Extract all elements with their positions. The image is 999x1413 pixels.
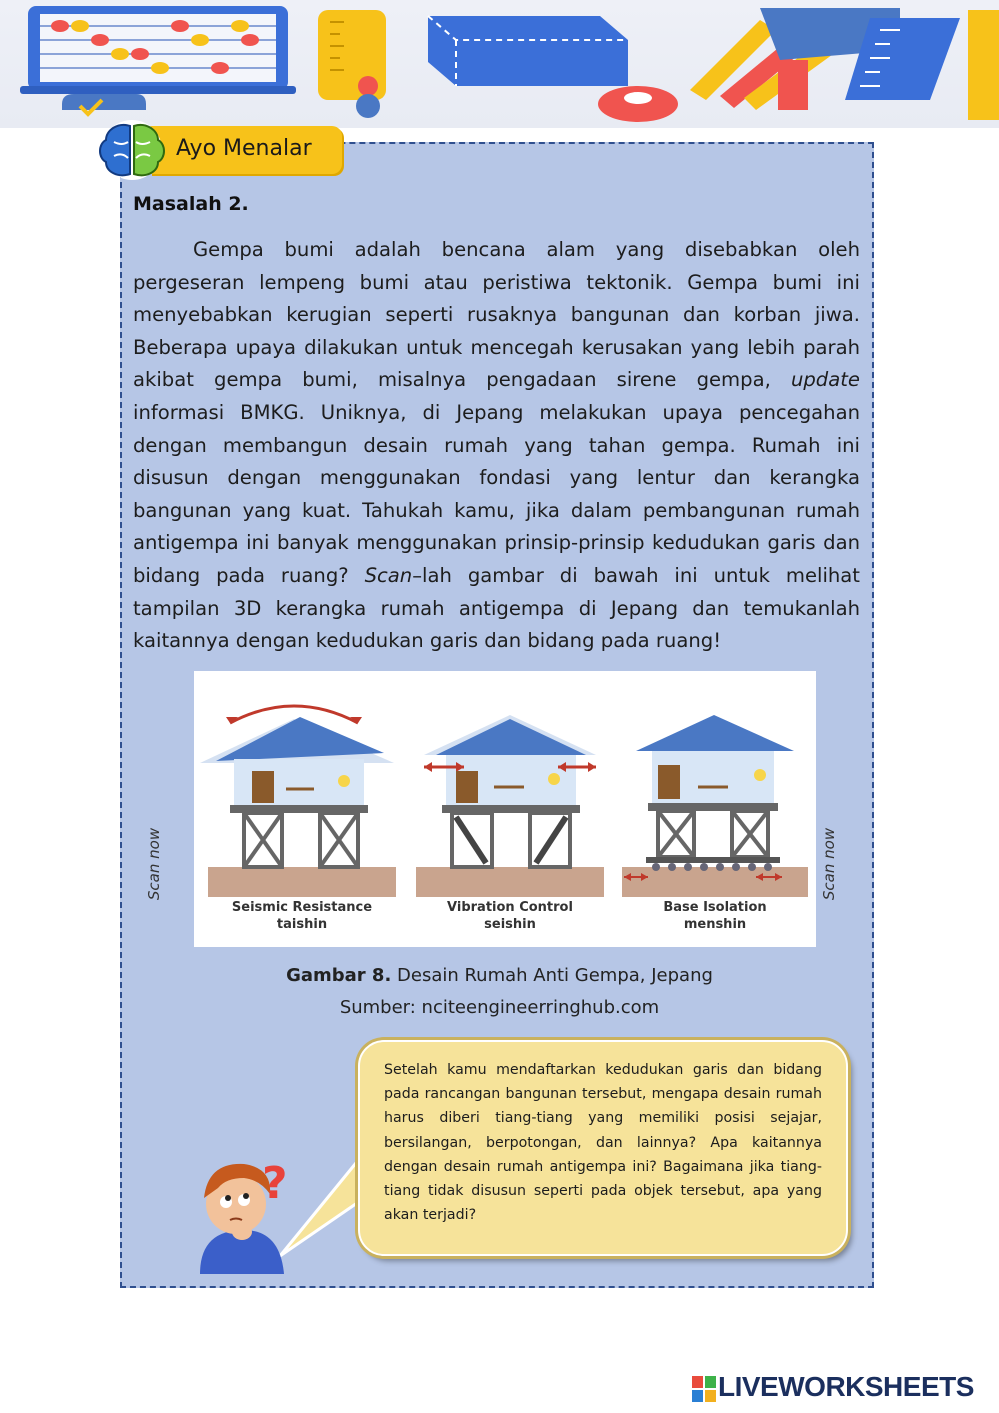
brain-icon <box>96 118 168 182</box>
paragraph-italic: Scan <box>364 563 413 587</box>
liveworksheets-logo-text: LIVEWORKSHEETS <box>718 1371 974 1402</box>
house-label-1 <box>208 899 396 933</box>
paragraph-text: informasi BMKG. Uniknya, di Jepang melakukan upaya pencegahan dengan membangun desain rumah yang tahan gempa. Rumah ini disusun dengan menggunakan fondasi yang lentur dan kerangka bangunan yang kuat. Tahukah kamu, jika dalam pembangunan rumah antigempa ini banyak menggunakan prinsip-prinsip kedudukan garis dan bidang pada ruang? <box>133 400 860 587</box>
question-bubble <box>358 1040 848 1256</box>
svg-text:?: ? <box>262 1158 288 1209</box>
figure-source: Sumber: nciteengineerringhub.com <box>339 997 660 1018</box>
section-tag-label: Ayo Menalar <box>176 136 312 161</box>
house-title: Base Isolation <box>663 900 767 915</box>
math-tools-illustration <box>0 0 999 128</box>
house-base-isolation <box>624 715 794 881</box>
header-banner <box>0 0 999 128</box>
figure-caption-text: Desain Rumah Anti Gempa, Jepang <box>391 965 713 986</box>
house-title: Seismic Resistance <box>231 900 373 915</box>
paragraph-italic: update <box>790 368 860 392</box>
paragraph-text: Gempa bumi adalah bencana alam yang disebabkan oleh pergeseran lempeng bumi atau peristiwa tektonik. Gempa bumi ini menyebabkan kerugian seperti rusaknya bangunan dan korban jiwa. Beberapa upaya dilakukan untuk mencegah kerusakan yang lebih parah akibat gempa bumi, misalnya pengadaan sirene gempa, <box>133 238 860 392</box>
house-title: Vibration Control <box>447 900 573 915</box>
house-label-3 <box>622 899 808 933</box>
figure-caption-label: Gambar 8. <box>286 965 392 986</box>
thinking-student-icon <box>180 1148 305 1278</box>
house-subtitle: seishin <box>484 917 536 932</box>
problem-heading: Masalah 2. <box>133 193 249 215</box>
problem-paragraph <box>133 234 860 658</box>
house-label-2 <box>416 899 604 933</box>
figure-caption <box>0 965 999 986</box>
house-subtitle: taishin <box>276 917 328 932</box>
section-tag <box>150 126 342 174</box>
scan-now-left: Scan now <box>145 827 164 901</box>
scan-now-right: Scan now <box>820 827 839 901</box>
house-vibration-control <box>424 715 596 867</box>
paragraph-text: –lah gambar di bawah ini untuk melihat tampilan 3D kerangka rumah antigempa di Jepang dan temukanlah kaitannya dengan kedudukan garis dan bidang pada ruang! <box>133 563 860 653</box>
house-subtitle: menshin <box>683 917 747 932</box>
liveworksheets-logo-icon <box>692 1376 716 1402</box>
house-seismic-resistance <box>200 706 394 867</box>
ground-strips <box>208 867 808 897</box>
question-text: Setelah kamu mendaftarkan kedudukan garis dan bidang pada rancangan bangunan tersebut, mengapa desain rumah harus diberi tiang-tiang yang memiliki posisi sejajar, bersilangan, berpotongan, dan lainnya? Apa kaitannya dengan desain rumah antigempa ini? Bagaimana jika tiang-tiang tidak disusun seperti pada objek tersebut, apa yang akan terjadi? <box>384 1062 822 1224</box>
earthquake-house-figure <box>194 671 816 947</box>
